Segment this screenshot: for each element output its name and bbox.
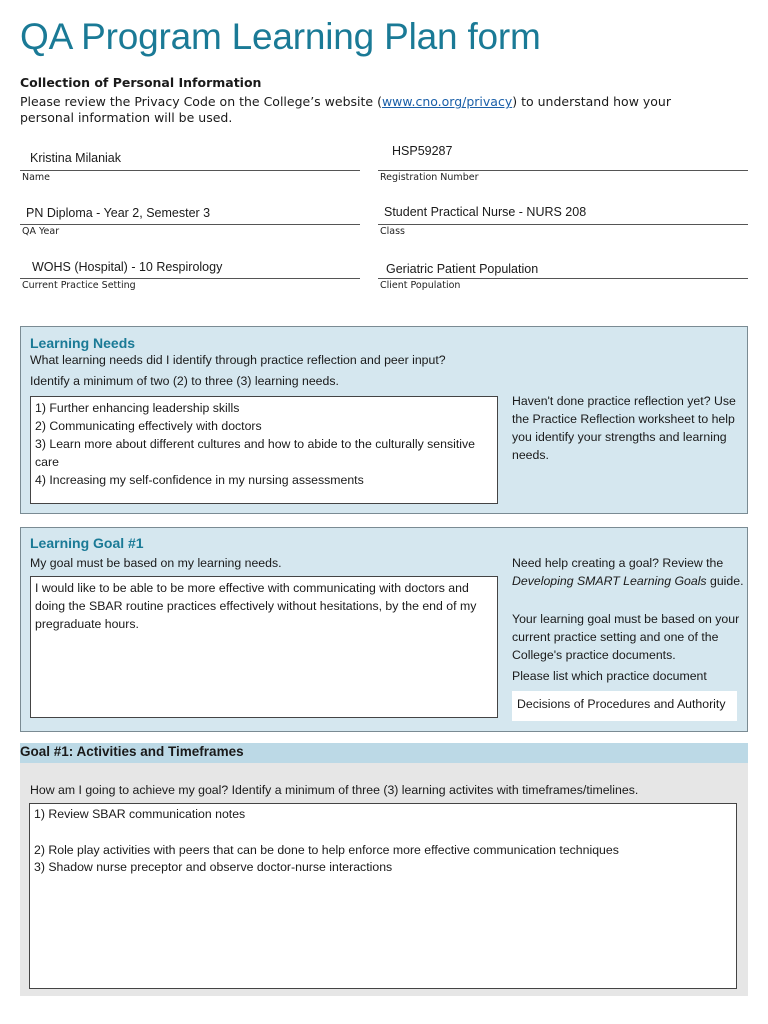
learning-goal-panel — [20, 527, 748, 732]
client-population-field[interactable] — [378, 248, 748, 294]
class-value[interactable]: Student Practical Nurse - NURS 208 — [384, 205, 587, 219]
registration-value[interactable]: HSP59287 — [392, 144, 453, 158]
learning-needs-question: What learning needs did I identify through practice reflection and peer input? — [30, 353, 446, 367]
learning-needs-panel — [20, 326, 748, 514]
practice-document-note: Your learning goal must be based on your current practice setting and one of the College's practice documents. — [512, 612, 740, 662]
privacy-link[interactable]: www.cno.org/privacy — [381, 94, 513, 109]
learning-needs-instruction: Identify a minimum of two (2) to three (3) learning needs. — [30, 374, 339, 388]
privacy-text-before: Please review the Privacy Code on the College’s website ( — [20, 94, 382, 109]
registration-underline — [378, 170, 748, 171]
learning-goal-title: Learning Goal #1 — [30, 535, 144, 551]
learning-needs-title: Learning Needs — [30, 335, 136, 351]
learning-need-item: 2) Communicating effectively with doctors — [35, 419, 262, 433]
name-label: Name — [22, 172, 51, 183]
activity-item: 2) Role play activities with peers that can be done to help enforce more effective communication techniques — [34, 842, 619, 857]
activity-item: 1) Review SBAR communication notes — [34, 807, 246, 821]
privacy-notice — [20, 94, 720, 126]
activities-section — [20, 763, 748, 996]
activity-item: 3) Shadow nurse preceptor and observe doctor-nurse interactions — [34, 860, 393, 875]
privacy-text-after: ) to understand how your personal information will be used. — [20, 94, 671, 125]
smart-guide-title: Developing SMART Learning Goals — [512, 574, 707, 588]
activities-question: How am I going to achieve my goal? Identify a minimum of three (3) learning activites with timeframes/timelines. — [30, 783, 639, 797]
practice-document-input[interactable]: Decisions of Procedures and Authority — [512, 691, 737, 721]
collection-heading: Collection of Personal Information — [20, 75, 262, 90]
practice-document-prompt: Please list which practice document — [512, 669, 707, 683]
activities-heading: Goal #1: Activities and Timeframes — [20, 743, 748, 763]
smart-help-suffix: guide. — [706, 574, 744, 588]
class-field[interactable] — [378, 194, 748, 240]
smart-help-text: Need help creating a goal? Review the — [512, 556, 724, 570]
practice-setting-label: Current Practice Setting — [22, 280, 136, 291]
registration-field[interactable] — [378, 140, 748, 186]
client-population-value[interactable]: Geriatric Patient Population — [386, 262, 539, 276]
registration-label: Registration Number — [380, 172, 479, 183]
qa-year-field[interactable] — [20, 194, 360, 240]
practice-reflection-note: Haven't done practice reflection yet? Use the Practice Reflection worksheet to help you identify your strengths and learning needs. — [512, 394, 736, 462]
learning-need-item: 4) Increasing my self-confidence in my nursing assessments — [35, 473, 364, 487]
practice-setting-underline — [20, 278, 360, 279]
practice-setting-value[interactable]: WOHS (Hospital) - 10 Respirology — [32, 260, 223, 274]
qa-year-underline — [20, 224, 360, 225]
client-population-underline — [378, 278, 748, 279]
learning-need-item: 1) Further enhancing leadership skills — [35, 401, 240, 415]
learning-need-item: 3) Learn more about different cultures and how to abide to the culturally sensitive care — [35, 437, 475, 469]
smart-goals-help — [512, 554, 744, 590]
learning-goal-input[interactable]: I would like to be able to be more effective with communicating with doctors and doing the SBAR routine practices effectively without hesitations, by the end of my pregraduate hours. — [30, 576, 498, 718]
name-underline — [20, 170, 360, 171]
qa-year-value[interactable]: PN Diploma - Year 2, Semester 3 — [26, 206, 211, 220]
activity-spacer — [34, 824, 732, 842]
learning-needs-input[interactable] — [30, 396, 498, 504]
client-population-label: Client Population — [380, 280, 461, 291]
learning-goal-instruction: My goal must be based on my learning needs. — [30, 556, 282, 570]
class-label: Class — [380, 226, 405, 237]
activities-input[interactable] — [29, 803, 737, 989]
name-value[interactable]: Kristina Milaniak — [30, 151, 122, 165]
form-title: QA Program Learning Plan form — [20, 16, 541, 57]
qa-year-label: QA Year — [22, 226, 60, 237]
name-field[interactable] — [20, 140, 360, 186]
practice-setting-field[interactable] — [20, 248, 360, 294]
class-underline — [378, 224, 748, 225]
